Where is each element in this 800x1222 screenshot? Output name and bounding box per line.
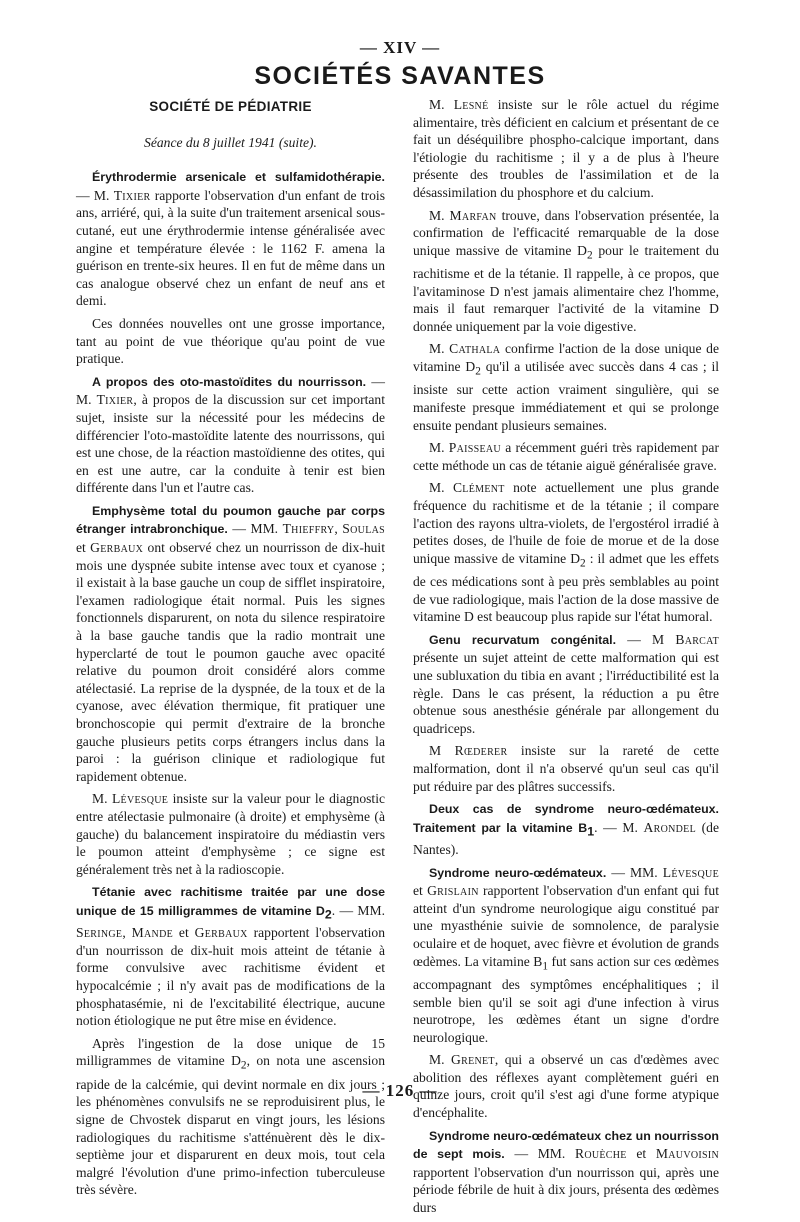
paragraph: [413, 439, 719, 474]
prefix-text: M.: [429, 480, 453, 496]
paragraph: [76, 1035, 385, 1199]
author-name: Arondel: [643, 819, 696, 835]
body-text: rapportent l'observation d'un nourrisson qui, après une période fébrile de huit à dix jours, présenta des œdèmes durs: [413, 1164, 719, 1216]
separator-text: et: [173, 925, 195, 941]
body-text: : il admet que les effets de ces médications sont à peu près semblables au point de vue radiologique, mais l'action de la dose massive de vitamine D est beaucoup plus rapide sur l'état humoral.: [413, 550, 719, 625]
body-text: , à propos de la discussion sur cet important sujet, insiste sur la nécessité pour les médecins de différencier l'oto-mastoïdite latente des nourrissons, qui est une chose, de la réaction mastoïdienne des otites, qui en est une autre, car la conduite à tenir est bien différente dans l'un et l'autre cas.: [76, 392, 385, 496]
body-text: (de Nantes).: [413, 819, 719, 858]
paragraph: [76, 883, 385, 1029]
session-date: Séance du 8 juillet 1941 (suite).: [144, 134, 317, 150]
body-text: présente un sujet atteint de cette malformation qui est une subluxation du tibia en avant ; l'irréductibilité est la règle. Dans le cas présent, la réduction a pu être obtenue sous anesthésie générale par allongement du quadriceps.: [413, 650, 719, 736]
paragraph: [76, 168, 385, 310]
rubric-title: Syndrome neuro-œdémateux.: [429, 865, 607, 880]
right-column: [413, 96, 719, 1222]
prefix-text: M.: [429, 207, 450, 223]
author-name: Lévesque: [662, 864, 719, 880]
paragraph: Ces données nouvelles ont une grosse importance, tant au point de vue théorique qu'au point de vue pratique.: [76, 315, 385, 367]
dash-text: . — M.: [594, 819, 644, 835]
prefix-text: M.: [429, 1052, 451, 1068]
dash-text: — M: [616, 631, 676, 647]
body-text: fut sans action sur ces œdèmes accompagnant des symptômes encéphalitiques ; il semble bien qu'il se soit agi d'une infection à virus neurotrope, les œdèmes étant un signe d'ordre neurologique.: [413, 953, 720, 1045]
separator-text: ,: [122, 925, 132, 941]
body-text: trouve, dans l'observation présentée, la confirmation de l'efficacité remarquable de la dose unique massive de vitamine D: [413, 207, 719, 258]
dash-text: — MM.: [227, 521, 283, 537]
dash-text: — M.: [76, 373, 386, 408]
society-heading: SOCIÉTÉ DE PÉDIATRIE: [149, 99, 312, 114]
prefix-text: M.: [92, 791, 112, 807]
separator-text: et: [626, 1146, 656, 1162]
rubric-title: Syndrome neuro-œdémateux chez un nourrisson de sept mois.: [413, 1128, 719, 1162]
author-name: Lesné: [453, 97, 489, 112]
separator-text: et: [413, 883, 428, 899]
body-text: , qui a observé un cas d'œdèmes avec abolition des réflexes ayant complètement guéri en quinze jours, croit qu'il s'est agi d'une forme atypique d'encéphalite.: [413, 1052, 719, 1121]
body-text: confirme l'action de la dose unique de vitamine D: [413, 341, 719, 375]
paragraph: [76, 502, 385, 786]
author-name: Mauvoisin: [655, 1146, 720, 1162]
rubric-title: Emphysème total du poumon gauche par corps étranger intrabronchique.: [76, 503, 385, 537]
author-name: Mande: [131, 925, 174, 941]
rubric-title: A propos des oto-mastoïdites du nourrisson.: [92, 374, 367, 389]
dash-text: . — MM.: [331, 902, 385, 918]
body-text: insiste sur la valeur pour le diagnostic entre atélectasie pulmonaire (à droite) et emphysème (à gauche) du balancement inspiratoire du médiastin vers le poumon atteint d'emphysème ; ce signe est généralement très net à la radioscopie.: [76, 791, 385, 877]
author-name: Soulas: [342, 521, 385, 537]
paragraph: [76, 790, 385, 878]
body-text: ont observé chez un nourrisson de dix-huit mois une dyspnée subite intense avec toux et cyanose ; il existait à la base gauche un coup de sifflet inspiratoire, l'examen radiologique était normal. Puis les signes fonctionnels disparurent, on nota du silence respiratoire à la base gauche tandis que la radio montrait une hyperclarté de tout le poumon gauche avec opacité relative du poumon droit considéré alors comme atélectasié. La reprise de la dyspnée, de la toux et de la cyanose, avec élévation thermique, fit pratiquer une bronchoscopie qui permit d'extraire de la bronche gauche plusieurs petits corps étrangers inclus dans la paroi : la guérison clinique et radiologique fut rapidement obtenue.: [76, 540, 385, 784]
paragraph: [413, 742, 719, 795]
author-name: Grenet: [450, 1052, 495, 1068]
dash-text: — M.: [76, 187, 114, 203]
subscript: 1: [542, 960, 548, 973]
subscript: 1: [587, 824, 595, 839]
paragraph: [413, 800, 719, 859]
rubric-title: Érythrodermie arsenicale et sulfamidothérapie.: [92, 170, 385, 185]
author-name: Tixier: [113, 187, 151, 203]
author-name: Gerbaux: [90, 540, 144, 556]
subscript: 2: [580, 557, 586, 570]
body-text: note actuellement une plus grande fréquence du rachitisme et de la tétanie ; il compare l'action des rayons ultra-violets, de l'ergostérol irradié à petites doses, de l'huile de foie de morue et de la dose unique massive de vitamine D: [413, 480, 719, 566]
prefix-text: M.: [429, 97, 454, 112]
author-name: Clément: [452, 480, 505, 496]
prefix-text: M.: [429, 440, 449, 456]
subscript: 2: [586, 249, 593, 262]
body-text: qu'il a utilisée avec succès dans 4 cas ; il insiste sur cette action vraiment singulière, qui se manifeste presque immédiatement et qui se prolonge ensuite pendant plusieurs semaines.: [413, 359, 720, 433]
subscript: 2: [475, 365, 481, 378]
rubric-title: Tétanie avec rachitisme traitée par une dose unique de 15 milligrammes de vitamine D: [76, 885, 385, 918]
paragraph: [413, 1127, 719, 1217]
body-text: rapporte l'observation d'un enfant de trois ans, arriéré, qui, à la suite d'un traitement arsenical sous-cutané, eut une érythrodermie intense généralisée avec angine et température élevée : le 1162 F. amena la guérison en trente-six heures. Il en fut de même dans un cas analogue observé chez un enfant de neuf ans et demi.: [76, 187, 385, 309]
paragraph: [413, 340, 719, 434]
left-column: [76, 96, 385, 1204]
separator-text: et: [76, 540, 91, 556]
author-name: Cathala: [449, 341, 501, 357]
body-text: pour le traitement du rachitisme et de la tétanie. Il rappelle, à ce propos, que l'avitaminose D n'est jamais alimentaire chez l'homme, mais il faut remarquer l'activité de la vitamine D donnée uniquement par la voie digestive.: [413, 242, 719, 334]
paragraph: [413, 479, 719, 625]
rubric-title: Deux cas de syndrome neuro-œdémateux. Traitement par la vitamine B: [413, 802, 719, 835]
prefix-text: M.: [429, 341, 450, 357]
dash-text: — MM.: [606, 864, 663, 880]
author-name: Thieffry: [282, 521, 335, 537]
author-name: Grislain: [427, 883, 479, 899]
paragraph: [413, 207, 719, 336]
body-text: , on nota une ascension rapide de la calcémie, qui devint normale en dix jours ; les phénomènes convulsifs ne se reproduisirent plus, le signe de Chvostek disparut en vingt jours, les lésions radiologiques du rachitisme s'atténuèrent dès le dix-septième jour et disparurent en deux mois, tout cela malgré l'évolution d'une primo-infection tuberculeuse très sévère.: [76, 1053, 385, 1198]
body-text: a récemment guéri très rapidement par cette méthode un cas de tétanie aiguë généralisée grave.: [413, 440, 719, 473]
paragraph: [76, 373, 385, 497]
body-text: Après l'ingestion de la dose unique de 15 milligrammes de vitamine D: [76, 1035, 385, 1069]
paragraph: [413, 96, 719, 202]
body-text: insiste sur la rareté de cette malformation, dont il n'a observé qu'un seul cas qu'il put réduire par des plâtres successifs.: [413, 743, 719, 794]
author-name: Rouèche: [574, 1146, 627, 1162]
body-text: insiste sur le rôle actuel du régime alimentaire, très déficient en calcium et présentant de ce fait un déséquilibre phospho-calcique important, dans l'étiologie du rachitisme ; il y a de plus à l'heure présente des troubles de l'assimilation et de la désassimilation du phosphore et du calcium.: [413, 97, 719, 200]
prefix-text: M: [429, 743, 455, 759]
author-name: Gerbaux: [194, 925, 248, 941]
roman-page-folio: — XIV —: [359, 38, 441, 57]
paragraph: [413, 864, 719, 1047]
author-name: Seringe: [76, 925, 123, 941]
section-title: SOCIÉTÉS SAVANTES: [254, 62, 546, 90]
dash-text: — MM.: [504, 1146, 575, 1162]
author-name: Paisseau: [448, 440, 501, 456]
body-text: rapportent l'observation d'un nourrisson de dix-huit mois atteint de tétanie à forme convulsive avec rachitisme évident et hypocalcémie ; il n'y avait pas de modifications de la phosphatasémie, ni de l'excitabilité électrique, aucune notion étiologique ne put être mise en évidence.: [76, 925, 386, 1029]
paragraph: [413, 631, 719, 738]
author-name: Lévesque: [111, 791, 169, 807]
separator-text: ,: [334, 521, 343, 537]
author-name: Tixier: [96, 392, 134, 408]
subscript: 2: [324, 907, 332, 922]
author-name: Barcat: [675, 631, 719, 647]
subscript: 2: [240, 1060, 247, 1073]
rubric-title: Genu recurvatum congénital.: [429, 632, 617, 647]
author-name: Rœderer: [454, 743, 508, 759]
page-number: — 126 —: [362, 1081, 438, 1100]
author-name: Marfan: [449, 207, 497, 223]
body-text: rapportent l'observation d'un enfant qui fut atteint d'un syndrome neurologique aigu constitué par une myasthénie suivie de somnolence, de paralysie oculaire et de hoquet, avec fièvre et évolution de grands œdèmes. La vitamine B: [413, 883, 719, 969]
